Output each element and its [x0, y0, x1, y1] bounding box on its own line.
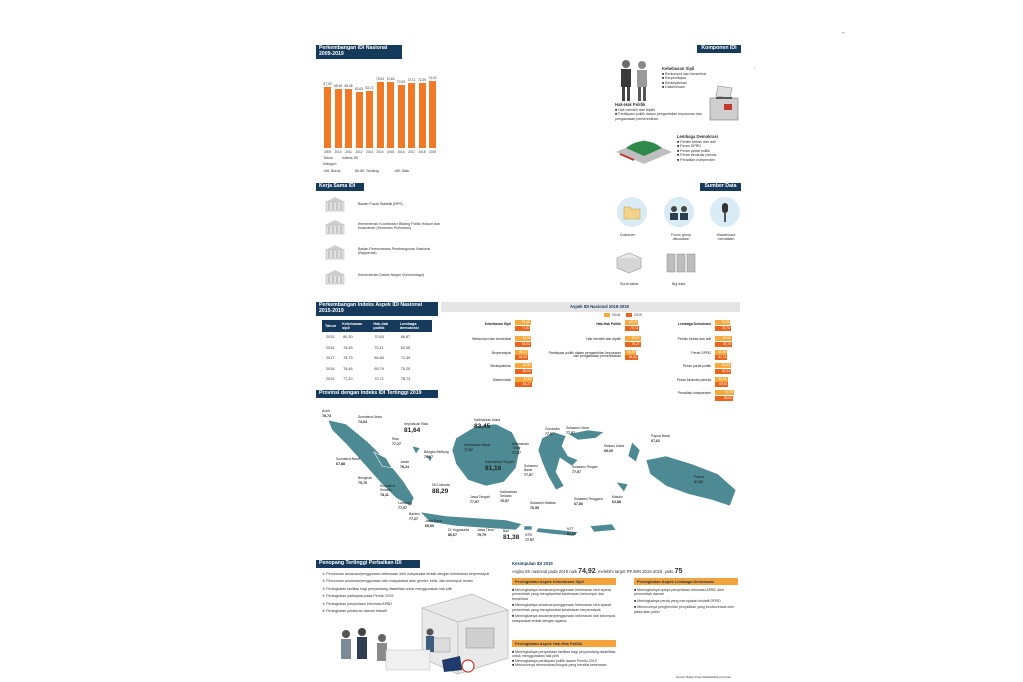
- stray-dash: -: [842, 28, 845, 37]
- aspek-bar: 75,25: [715, 320, 730, 325]
- idi-year-label: 2011: [345, 150, 352, 154]
- aspek-row-label: Peran birokrasi pemda: [676, 377, 711, 382]
- idi-bar-2011: [345, 89, 352, 148]
- map-label: Kalimantan Selatan 76,57: [500, 490, 517, 503]
- map-label: Maluku 62,88: [612, 495, 623, 504]
- perkembangan-bar-chart: [323, 64, 443, 154]
- aspek-bar: 85,75: [715, 342, 732, 347]
- kesimpulan-title: Kesimpulan IDI 2019: [512, 561, 553, 566]
- sumber-surat-kabar: Surat kabar: [620, 282, 639, 286]
- map-label: Sulawesi Tengah 77,57: [572, 465, 598, 474]
- idi-year-label: 2014: [376, 150, 384, 154]
- stray-dot: .: [754, 64, 756, 70]
- aspek-bar: 89,00: [715, 396, 733, 401]
- map-label: Riau 77,27: [392, 437, 401, 446]
- legend-2019-label: 2019: [634, 312, 642, 317]
- idi-bar-2017: [408, 83, 415, 148]
- idi-bar-2016: [398, 85, 405, 148]
- map-label: Sulawesi Tenggara 67,86: [574, 497, 603, 506]
- idi-year-label: 2018: [418, 150, 426, 154]
- idi-year-label: 2009: [323, 150, 332, 154]
- aspek-bar: 82,10: [715, 369, 731, 374]
- idi-value-label: 70,09: [397, 79, 405, 84]
- aspek-bar: 82,86: [515, 363, 532, 368]
- list-item: ■ Meningkatnya penyediaan fasilitas bagi penyandang disabilitas untuk menggunakan hak pilih: [512, 650, 616, 659]
- hak-politik-list: [615, 108, 707, 121]
- table-row: 2018 78,46 65,79 75,25: [326, 366, 411, 371]
- idi-value-label: 73,04: [376, 77, 384, 82]
- idi-bar-2009: [324, 87, 331, 148]
- map-label: Kalimantan Timur 77,57: [512, 442, 529, 455]
- kerjasama-item-polhukam: Kementerian Koordinator Bidang Politik Hukum dan Keamanan (Kemenko Polhukam): [358, 222, 441, 231]
- map-label: Kalimantan Utara 83,45: [474, 418, 501, 430]
- idi-bar-2013: [366, 91, 373, 148]
- idi-year-label: 2016: [397, 150, 405, 154]
- kerjasama-item-bps: Badan Pusat Statistik (BPS): [358, 202, 403, 206]
- voting-scene-illustration: [322, 588, 510, 680]
- map-label: Aceh 78,74: [322, 409, 331, 418]
- komponen-title: Komponen IDI: [697, 45, 741, 53]
- idi-value-label: 72,82: [386, 77, 395, 82]
- idi-value-label: 65,48: [334, 84, 342, 89]
- aspek-bar: 62,58: [715, 377, 728, 382]
- legend-2018-label: 2018: [612, 312, 620, 317]
- table-header: Kebebasan sipil: [339, 320, 370, 332]
- list-item: ■ Hak memilih dan dipilih: [615, 108, 656, 112]
- list-item: ■ Partisipasi politik dalam pengambilan keputusan dan pengawasan pemerintahan: [615, 112, 702, 121]
- kesimpulan-box2-list: [634, 588, 742, 614]
- aspek-bar: 78,03: [515, 342, 531, 347]
- table-header: Hak-hak politik: [370, 320, 396, 332]
- server-big-data-icon: [664, 250, 698, 276]
- map-label: Sulawesi Utara 77,57: [566, 426, 589, 435]
- list-item: ■ Peran partai politik: [677, 148, 710, 153]
- aspek-bar: 65,79: [625, 320, 638, 325]
- aspek-row-label: Berpendapat: [491, 350, 511, 355]
- aspek-table-title: Perkembangan Indeks Aspek IDI Nasional 2015-2019: [316, 302, 438, 316]
- list-item: ④ Peningkatan partisipasi pada Pemilu 2019: [322, 594, 394, 599]
- aspek-bars-title: Aspek IDI Nasional 2018-2019: [570, 304, 629, 309]
- map-label: DI Yogyakarta 80,67: [448, 528, 470, 537]
- aspek-row-label: Peran partai politik: [682, 364, 711, 368]
- aspek-bars-chart: [441, 318, 741, 404]
- ballot-box-icon: [706, 84, 742, 122]
- map-label: Kalimantan Tengah 81,16: [485, 460, 514, 472]
- aspek-row-label: Hak memilih dan dipilih: [586, 337, 621, 341]
- aspek-row-label: Diskriminasi: [492, 377, 511, 382]
- aspek-bar: 60,88: [715, 350, 727, 355]
- map-label: Kepulauan Riau 81,64: [404, 422, 429, 434]
- idi-value-label: 67,30: [323, 82, 332, 87]
- map-label: Papua Barat 67,62: [651, 434, 670, 443]
- kesimpulan-box1-title: Peningkatan Aspek Kebebasan Sipil: [512, 578, 616, 585]
- footnote-kategori: Kategori: [323, 162, 337, 166]
- table-header: Tahun: [322, 320, 339, 332]
- aspek-bar: 83,27: [515, 382, 532, 387]
- list-item: ■ Menurunnya demonstrasi/mogok yang bersifat kekerasan: [512, 663, 607, 668]
- idi-value-label: 65,48: [344, 84, 353, 89]
- kebebasan-sipil-heading: Kebebasan Sipil: [662, 66, 695, 71]
- document-folder-icon: [617, 197, 647, 227]
- legend-baik: >80: Baik: [394, 169, 410, 173]
- aspek-bar: 64,29: [515, 355, 528, 360]
- list-item: ■ Meningkatnya ancaman/penggunaan kekerasan oleh aparat pemerintah yang menghambat kebebasan berkumpul dan berserikat: [512, 588, 611, 601]
- aspek-group-heading: Hak-Hak Politik: [596, 322, 621, 326]
- table-row: 2016 76,45 70,11 62,05: [326, 345, 411, 350]
- aspek-bar: 84,64: [715, 336, 732, 341]
- idi-value-label: 74,92: [428, 75, 437, 80]
- idi-year-label: 2010: [334, 150, 342, 154]
- focus-group-icon: [664, 197, 694, 227]
- idi-year-label: 2015: [386, 150, 395, 154]
- map-label: Sumatera Selatan 78,11: [380, 484, 395, 497]
- map-label: Jawa Barat 69,90: [425, 519, 442, 528]
- list-item: ■ Berkumpul dan berserikat: [662, 72, 707, 76]
- kesimpulan-box3-title: Peningkatan Aspek Hak-Hak Politik: [512, 640, 616, 647]
- idi-value-label: 62,63: [355, 86, 363, 91]
- parliament-building-illustration: [614, 130, 674, 166]
- list-item: ⑥ Peningkatan peraturan daerah inisiatif: [322, 609, 387, 614]
- map-label: Sumatera Utara 73,64: [358, 415, 382, 424]
- aspek-row-label: Partisipasi politik dalam pengambilan keputusan dan pengawasan pemerintahan: [548, 350, 621, 359]
- building-icon: [324, 219, 346, 235]
- legend-sedang: 60-80: Sedang: [355, 169, 379, 173]
- aspek-bar: 83,03: [515, 369, 532, 374]
- building-icon: [324, 244, 346, 260]
- building-icon: [324, 269, 346, 285]
- list-item: ⑤ Peningkatan penyediaan informasi APBD: [322, 601, 392, 606]
- map-label: Bengkulu 79,76: [358, 476, 373, 485]
- aspek-row-label: Pemilu bebas dan adil: [677, 337, 711, 341]
- aspek-group-heading: Lembaga Demokrasi: [677, 322, 711, 326]
- legend-buruk: <60: Buruk: [323, 169, 341, 173]
- aspek-bar: 65,84: [715, 382, 728, 387]
- idi-bar-2015: [387, 82, 394, 148]
- aspek-bar: 94,76: [715, 390, 734, 395]
- microphone-icon: [710, 197, 740, 227]
- list-item: ■ Pemilu bebas dan adil: [677, 140, 716, 144]
- aspek-bar: 78,57: [625, 336, 641, 341]
- map-label: Gorontalo 77,57: [545, 427, 560, 436]
- idi-bar-2010: [335, 89, 342, 148]
- sumber-wawancara: Wawancara mendalam: [716, 233, 736, 242]
- legend-2019-swatch: [626, 313, 632, 317]
- aspek-row-label: Peradilan independen: [678, 391, 711, 395]
- map-label: Maluku Utara 69,09: [604, 444, 625, 453]
- kerjasama-title: Kerja Sama IDI: [316, 183, 364, 191]
- list-item: ■ Peran birokrasi pemda: [677, 153, 717, 158]
- aspek-row-label: Berkumpul dan berserikat: [472, 337, 511, 341]
- idi-year-label: 2013: [365, 150, 374, 154]
- map-label: Papua 67,62: [694, 475, 704, 484]
- map-label: Jawa Tengah 77,97: [470, 495, 490, 504]
- sumber-title: Sumber Data: [700, 183, 741, 191]
- kesimpulan-box3-list: [512, 650, 620, 668]
- idi-value-label: 63,72: [365, 85, 374, 90]
- aspek-bar: 78,46: [515, 320, 531, 325]
- idi-value-label: 72,11: [407, 78, 416, 83]
- list-item: ③ Peningkatan fasilitas bagi penyandang disabilitas untuk menggunakan hak pilih: [322, 586, 453, 591]
- footnote-year: Tahun: [323, 156, 333, 160]
- newspaper-icon: [614, 250, 644, 276]
- map-label: Kalimantan Barat 77,57: [464, 443, 491, 452]
- map-label: Jambi 78,24: [400, 460, 410, 469]
- table-header: Lembaga demokrasi: [397, 320, 432, 332]
- kerjasama-item-bappenas: Badan Perencanaan Pembangunan Nasional (Bappenas): [358, 247, 431, 256]
- map-label: Sulawesi Barat 77,57: [524, 464, 538, 477]
- aspek-bar: 61,74: [715, 355, 727, 360]
- penopang-title: Penopang Tertinggi Perbaikan IDI: [316, 560, 420, 568]
- aspek-bar: 82,35: [515, 336, 531, 341]
- list-item: ■ Berpendapat: [662, 76, 686, 81]
- aspek-bar: 87,82: [515, 377, 533, 382]
- list-item: ■ Peran DPRD: [677, 144, 701, 149]
- map-label: Lampung 77,57: [398, 501, 413, 510]
- sumber-dokumen: Dokumen: [620, 233, 636, 237]
- aspek-bar: 78,27: [625, 342, 641, 347]
- list-item: ② Penurunan ancaman/penggunaan oleh masyarakat atas gender, etnis, dan kelompok rentan: [322, 579, 473, 584]
- aspek-bar: 80,91: [715, 363, 731, 368]
- map-label: DKI Jakarta 88,29: [432, 483, 450, 495]
- list-item: ■ Meningkatnya perda yang merupakan inisiatif DPRD: [634, 598, 721, 603]
- aspek-bar: 66,17: [515, 350, 528, 355]
- sumber-big-data: Big data: [672, 282, 686, 286]
- map-label: Sumatera Barat 67,88: [336, 457, 360, 466]
- aspek-bar: 77,20: [515, 326, 530, 331]
- kesimpulan-box2-title: Peningkatan Aspek Lembaga Demokrasi: [634, 578, 738, 585]
- map-label: Bangka Belitung 79,97: [424, 450, 449, 459]
- aspek-bar: 56,59: [625, 350, 636, 355]
- list-item: ■ Diskriminasi: [662, 85, 685, 90]
- aspek-bar: 70,71: [625, 326, 639, 331]
- idi-bar-2012: [356, 92, 363, 148]
- aspek-row-label: Peran DPRD: [691, 350, 711, 355]
- list-item: ■ Berkeyakinan: [662, 80, 687, 85]
- list-item: ■ Meningkatnya partisipasi politik dalam Pemilu 2019: [512, 658, 597, 663]
- map-label: NTT 81,02: [567, 527, 576, 536]
- list-item: ■ Menurunnya penghentian penyidikan yang kontroversial oleh jaksa atau polisi: [634, 605, 735, 614]
- kesimpulan-text: Angka IDI nasional pada 2019 naik 74,92, melebihi target RPJMN 2015-2019, yaitu 75: [512, 568, 683, 575]
- table-row: 2019 77,20 70,71 78,73: [326, 377, 411, 382]
- lembaga-list: [677, 140, 747, 162]
- idi-year-label: 2012: [355, 150, 363, 154]
- map-label: Bali 81,38: [503, 529, 520, 541]
- list-item: ■ Meningkatnya upaya penyediaan informasi APBD oleh pemerintah daerah: [634, 588, 724, 597]
- list-item: ① Penurunan ancaman/penggunaan kekerasan oleh masyarakat terkait dengan kebebasan berpendapat: [322, 572, 490, 576]
- table-row: 2015 80,30 70,63 66,87: [326, 335, 411, 340]
- building-icon: [324, 196, 346, 212]
- provinsi-title: Provinsi dengan Indeks IDI Tertinggi 2019: [316, 390, 438, 398]
- aspek-row-label: Berkeyakinan: [490, 364, 511, 368]
- idi-year-label: 2017: [407, 150, 416, 154]
- people-talking-illustration: [612, 56, 656, 106]
- idi-bar-2014: [377, 82, 384, 148]
- list-item: ■ Meningkatnya ancaman/penggunaan kekerasan dari kelompok masyarakat terkait dengan agama: [512, 614, 616, 623]
- map-label: Banten 77,27: [409, 512, 420, 521]
- map-label: Jawa Timur 79,79: [477, 528, 495, 537]
- perkembangan-title: Perkembangan IDI Nasional 2009-2019: [316, 45, 402, 59]
- aspek-bar: 78,73: [715, 326, 731, 331]
- idi-value-label: 72,39: [418, 77, 426, 82]
- idi-year-label: 2019: [428, 150, 437, 154]
- map-label: NTB 77,57: [525, 533, 534, 542]
- list-item: ■ Meningkatnya ancaman/penggunaan kekerasan oleh aparat pemerintah yang menghambat kebebasan berpendapat: [512, 603, 611, 612]
- table-row: 2017 78,75 66,63 72,49: [326, 356, 411, 361]
- target-value: 75: [674, 568, 683, 575]
- aspek-group-heading: Kebebasan Sipil: [484, 322, 511, 326]
- idi-bar-2018: [419, 83, 426, 148]
- map-label: Sulawesi Selatan 76,55: [530, 501, 557, 510]
- aspek-bar: 64,52: [625, 355, 638, 360]
- lembaga-heading: Lembaga Demokrasi: [677, 134, 718, 139]
- sumber-fgd: Focus group discussion: [671, 233, 691, 242]
- footnote-indeks: Indeks IDI: [342, 156, 359, 160]
- source-note: Sumber: Badan Pusat Statistik/Litbang Kompas: [676, 676, 731, 679]
- legend-2018-swatch: [604, 313, 610, 317]
- idi-bar-2019: [429, 81, 436, 148]
- kesimpulan-box1-list: [512, 588, 620, 623]
- hak-politik-heading: Hak-Hak Politik: [615, 102, 646, 107]
- idi-2019-value: 74,92: [578, 568, 596, 575]
- kerjasama-item-kemendagri: Kementerian Dalam Negeri (Kemendagri): [358, 273, 425, 277]
- list-item: ■ Peradilan independen: [677, 157, 716, 162]
- aspek-table: [322, 320, 432, 385]
